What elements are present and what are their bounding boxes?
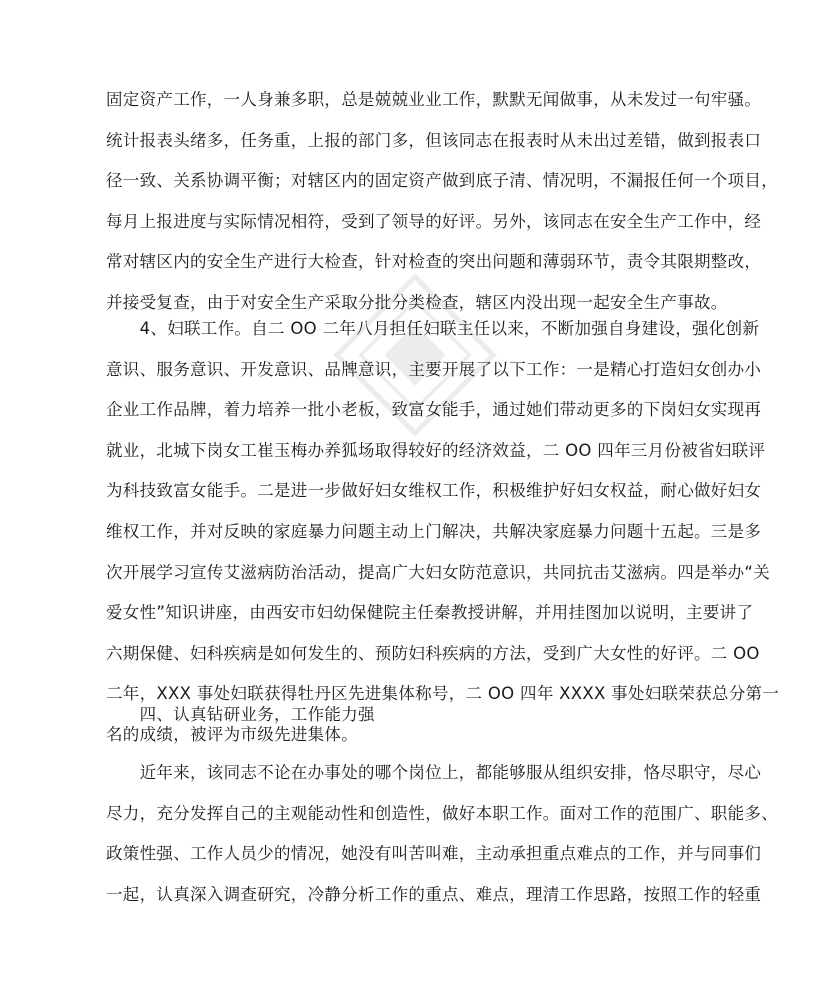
text-line: 爱女性”知识讲座，由西安市妇幼保健院主任秦教授讲解，并用挂图加以说明，主要讲了 (106, 603, 754, 623)
text-line: 一起，认真深入调查研究，冷静分析工作的重点、难点，理清工作思路，按照工作的轻重 (106, 884, 762, 904)
text-line: 企业工作品牌，着力培养一批小老板，致富女能手，通过她们带动更多的下岗妇女实现再 (106, 400, 762, 420)
text-line: 径一致、关系协调平衡；对辖区内的固定资产做到底子清、情况明，不漏报任何一个项目， (106, 171, 778, 191)
text-line: 为科技致富女能手。二是进一步做好妇女维权工作，积极维护好妇女权益，耐心做好妇女 (106, 481, 762, 501)
text-line: 近年来，该同志不论在办事处的哪个岗位上，都能够服从组织安排，恪尽职守，尽心 (106, 763, 762, 782)
text-line: 维权工作，并对反映的家庭暴力问题主动上门解决，共解决家庭暴力问题十五起。三是多 (106, 521, 762, 541)
paragraph-womens-federation (106, 309, 780, 756)
section-heading (106, 695, 746, 736)
text-line: 次开展学习宣传艾滋病防治活动，提高广大妇女防范意识，共同抗击艾滋病。四是举办“关 (106, 562, 771, 582)
paragraph-work-ability (106, 753, 778, 915)
text-line: 名的成绩，被评为市级先进集体。 (106, 724, 358, 744)
text-line: 4、妇联工作。自二 OO 二年八月担任妇联主任以来，不断加强自身建设，强化创新 (106, 319, 760, 338)
text-line: 政策性强、工作人员少的情况，她没有叫苦叫难，主动承担重点难点的工作，并与同事们 (106, 844, 762, 864)
text-line: 常对辖区内的安全生产进行大检查，针对检查的突出问题和薄弱环节，责令其限期整改， (106, 252, 762, 272)
text-line: 六期保健、妇科疾病是如何发生的、预防妇科疾病的方法，受到广大女性的好评。二 OO (106, 643, 760, 663)
text-line: 固定资产工作，一人身兼多职，总是兢兢业业工作，默默无闻做事，从未发过一句牢骚。 (106, 90, 762, 109)
text-line: 尽力，充分发挥自己的主观能动性和创造性，做好本职工作。面对工作的范围广、职能多、 (106, 803, 778, 823)
text-line: 二年，XXX 事处妇联获得牡丹区先进集体称号，二 OO 四年 XXXX 事处妇联荣获总分第一 (106, 684, 780, 704)
text-line: 每月上报进度与实际情况相符，受到了领导的好评。另外，该同志在安全生产工作中，经 (106, 211, 762, 231)
text-line: 并接受复查，由于对安全生产采取分批分类检查，辖区内没出现一起安全生产事故。 (106, 292, 728, 312)
text-line: 统计报表头绪多，任务重，上报的部门多，但该同志在报表时从未出过差错，做到报表口 (106, 130, 762, 150)
paragraph-fixed-assets (106, 80, 778, 324)
text-line: 意识、服务意识、开发意识、品牌意识，主要开展了以下工作：一是精心打造妇女创办小 (106, 359, 762, 379)
heading-line: 四、认真钻研业务，工作能力强 (106, 705, 375, 724)
text-line: 就业，北城下岗女工崔玉梅办养狐场取得较好的经济效益，二 OO 四年三月份被省妇联评 (106, 440, 766, 460)
